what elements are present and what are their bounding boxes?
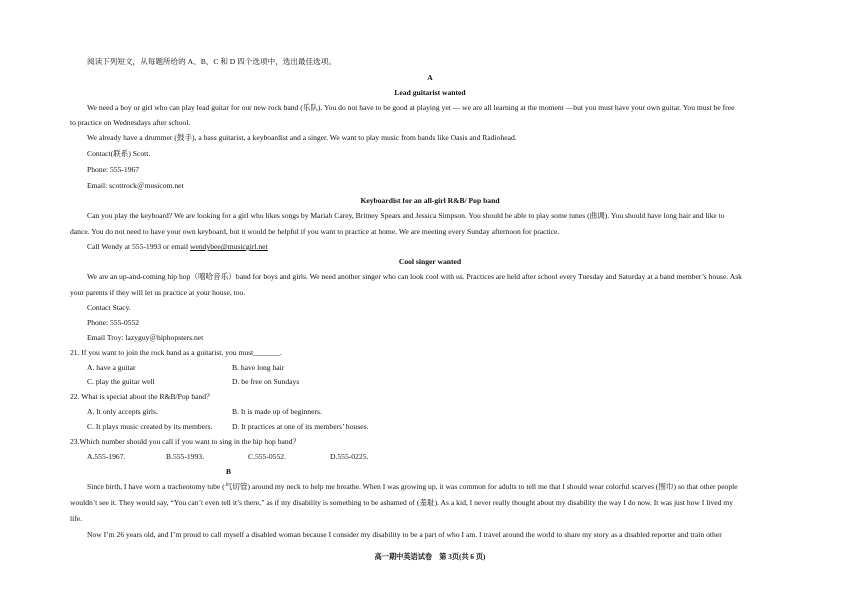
question-22-option-a: A. It only accepts girls. — [87, 407, 158, 416]
ad3-paragraph-line: your parents if they will let us practice at your house, too. — [70, 288, 246, 297]
question-22-option-d: D. It practices at one of its members’ houses. — [232, 422, 369, 431]
question-21-option-c: C. play the guitar well — [87, 377, 155, 386]
ad3-contact: Contact Stacy. — [87, 303, 131, 312]
ad1-contact: Contact(联系) Scott. — [87, 149, 151, 158]
ad1-email: Email: scottrock＠musicom.net — [87, 181, 184, 190]
ad3-email: Email Troy: lazyguy＠hiphopsters.net — [87, 333, 204, 342]
question-23-option-d: D.555-0225. — [330, 452, 369, 461]
section-b-heading: B — [226, 467, 232, 476]
ad3-paragraph-line: We are an up-and-coming hip hop（嘻哈音乐）band for boys and girls. We need another singer who can look cool with us. Practices are held after school every Tuesday and Saturday at a band member’s house. Ask — [87, 272, 742, 281]
section-b-paragraph-line: Now I’m 26 years old, and I’m proud to call myself a disabled woman because I consider my disability to be a part of who I am. I travel around the world to share my story as a disabled reporter and train other — [87, 530, 722, 539]
ad1-paragraph-line: We need a boy or girl who can play lead guitar for our new rock band (乐队). You do not have to be good at playing yet — we are all learning at the moment —but you must have your own guitar. You must be free — [87, 103, 735, 112]
question-22-stem: 22. What is special about the R&B/Pop band？ — [70, 392, 214, 401]
ad3-title: Cool singer wanted — [398, 257, 462, 266]
section-b-paragraph-line: Since birth, I have worn a tracheotomy tube (气切管) around my neck to help me breathe. When I was growing up, it was common for adults to tell me that I should wear colorful scarves (围巾) so that other people — [87, 482, 738, 491]
section-b-paragraph-line: life. — [70, 514, 83, 523]
question-21-option-a: A. have a guitar — [87, 363, 136, 372]
instruction-text: 阅读下列短文，从每题所给的 A、B、C 和 D 四个选项中，选出最佳选项。 — [87, 57, 336, 66]
question-21-option-d: D. be free on Sundays — [232, 377, 300, 386]
ad3-phone: Phone: 555-0552 — [87, 318, 140, 327]
question-21-stem: 21. If you want to join the rock band as a guitarist, you must_______. — [70, 348, 282, 357]
page-footer: 高一期中英语试卷 第 3页(共 6 页) — [374, 553, 486, 561]
section-b-paragraph-line: wouldn’t see it. They would say, “You can’t even tell it’s there,” as if my disability is something to be ashamed of (羞耻). As a kid, I never really thought about my disability the way I do now. It was just how I lived my — [70, 498, 734, 507]
ad2-email-link[interactable]: wendybee@musicgirl.net — [190, 242, 268, 251]
ad2-call-text: Call Wendy at 555-1993 or email — [87, 242, 191, 251]
section-a-heading: A — [427, 73, 433, 82]
ad2-call-line — [87, 242, 268, 252]
question-21-option-b: B. have long hair — [232, 363, 285, 372]
ad2-paragraph-line: Can you play the keyboard? We are looking for a girl who likes songs by Mariah Carey, Britney Spears and Jessica Simpson. You should be able to play some tunes (曲调). You should have long hair and like to — [87, 211, 725, 220]
question-23-stem: 23.Which number should you call if you want to sing in the hip hop band？ — [70, 437, 301, 446]
ad1-phone: Phone: 555-1967 — [87, 165, 140, 174]
question-22-option-b: B. It is made up of beginners. — [232, 407, 322, 416]
ad1-paragraph-line: to practice on Wednesdays after school. — [70, 118, 191, 127]
question-23-option-a: A.555-1967. — [87, 452, 126, 461]
question-23-option-b: B.555-1993. — [166, 452, 204, 461]
question-22-option-c: C. It plays music created by its members. — [87, 422, 213, 431]
ad1-title: Lead guitarist wanted — [394, 88, 466, 97]
ad1-paragraph: We already have a drummer (鼓手), a bass guitarist, a keyboardist and a singer. We want to play music from bands like Oasis and Radiohead. — [87, 133, 517, 142]
ad2-title: Keyboardist for an all-girl R&B/ Pop band — [360, 196, 500, 205]
question-23-option-c: C.555-0552. — [248, 452, 286, 461]
ad2-paragraph-line: dance. You do not need to have your own keyboard, but it would be helpful if you want to practice at home. We are meeting every Sunday afternoon for practice. — [70, 227, 560, 236]
